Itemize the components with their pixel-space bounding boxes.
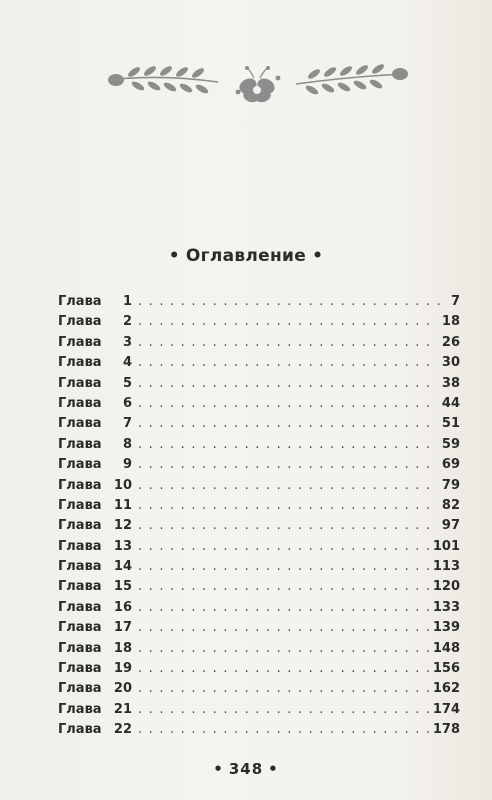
toc-entry-label: Глава xyxy=(58,314,102,330)
toc-entry xyxy=(58,620,460,640)
toc-entry-label: Глава xyxy=(58,294,102,309)
toc-entry xyxy=(58,335,460,355)
toc-dot-leader xyxy=(138,518,438,533)
toc-dot-leader xyxy=(138,335,438,350)
toc-entry-page: 44 xyxy=(441,395,460,411)
toc-entry-label: Глава xyxy=(58,661,102,677)
toc-entry-number: 18 xyxy=(113,640,132,656)
toc-dot-leader xyxy=(138,722,429,737)
toc-entry-number: 12 xyxy=(113,518,132,534)
toc-entry-label: Глава xyxy=(58,436,102,452)
heading-bullet-left: • xyxy=(168,246,180,266)
toc-entry-page: 7 xyxy=(450,294,460,309)
toc-entry-label: Глава xyxy=(58,355,102,371)
toc-entry-page: 26 xyxy=(441,334,460,350)
toc-dot-leader xyxy=(138,661,429,676)
toc-entry-label: Глава xyxy=(58,334,102,350)
toc-entry-number: 15 xyxy=(113,579,132,595)
toc-entry xyxy=(58,539,460,559)
page-number-bullet-right: • xyxy=(268,760,279,778)
toc-entry-page: 51 xyxy=(441,416,460,432)
toc-entry-number: 14 xyxy=(113,559,132,575)
toc-entry-number: 7 xyxy=(122,416,132,432)
toc-entry-label: Глава xyxy=(58,599,102,615)
toc-entry xyxy=(58,559,460,579)
toc-entry-number: 16 xyxy=(113,599,132,615)
heading-bullet-right: • xyxy=(312,246,324,266)
toc-dot-leader xyxy=(138,681,429,696)
toc-dot-leader xyxy=(138,620,429,635)
toc-entry-page: 162 xyxy=(432,681,460,697)
toc-entry xyxy=(58,457,460,477)
toc-dot-leader xyxy=(138,376,438,391)
toc-entry-number: 20 xyxy=(113,681,132,697)
toc-entry-number: 4 xyxy=(122,355,132,371)
toc-entry-label: Глава xyxy=(58,701,102,717)
toc-entry-page: 69 xyxy=(441,457,460,473)
toc-entry xyxy=(58,416,460,436)
toc-dot-leader xyxy=(138,355,438,370)
floral-ornament-icon xyxy=(100,60,415,108)
toc-entry-number: 17 xyxy=(113,620,132,636)
toc-entry-page: 133 xyxy=(432,599,460,615)
toc-heading xyxy=(0,246,492,266)
toc-entry-number: 10 xyxy=(113,477,132,493)
toc-dot-leader xyxy=(138,416,438,431)
toc-entry-label: Глава xyxy=(58,518,102,534)
toc-entry xyxy=(58,722,460,742)
toc-dot-leader xyxy=(138,702,429,717)
toc-entry-label: Глава xyxy=(58,538,102,554)
toc-entry-page: 101 xyxy=(432,538,460,554)
toc-entry xyxy=(58,518,460,538)
toc-entry xyxy=(58,681,460,701)
toc-entry xyxy=(58,437,460,457)
toc-dot-leader xyxy=(138,559,429,574)
toc-entry xyxy=(58,294,460,314)
page-number-bullet-left: • xyxy=(213,760,224,778)
toc-entry-label: Глава xyxy=(58,497,102,513)
toc-entry xyxy=(58,478,460,498)
toc-entry-number: 5 xyxy=(122,375,132,391)
toc-dot-leader xyxy=(138,641,429,656)
toc-entry xyxy=(58,376,460,396)
toc-entry-page: 97 xyxy=(441,518,460,534)
toc-entry-label: Глава xyxy=(58,681,102,697)
toc-entry-label: Глава xyxy=(58,559,102,575)
toc-entry-number: 19 xyxy=(113,661,132,677)
toc-entry xyxy=(58,702,460,722)
toc-entry xyxy=(58,579,460,599)
toc-dot-leader xyxy=(138,498,438,513)
toc-entry-label: Глава xyxy=(58,375,102,391)
toc-entry-label: Глава xyxy=(58,477,102,493)
toc-dot-leader xyxy=(138,314,438,329)
toc-entry-number: 21 xyxy=(113,701,132,717)
toc-entry-page: 82 xyxy=(441,497,460,513)
toc-entry-number: 8 xyxy=(122,436,132,452)
toc-entry-page: 148 xyxy=(432,640,460,656)
toc-entry-page: 113 xyxy=(432,559,460,575)
toc-entry-number: 3 xyxy=(122,334,132,350)
page-number xyxy=(0,760,492,778)
toc-entry-page: 79 xyxy=(441,477,460,493)
toc-entry-page: 139 xyxy=(432,620,460,636)
toc-entry-number: 13 xyxy=(113,538,132,554)
toc-entry-label: Глава xyxy=(58,640,102,656)
toc-dot-leader xyxy=(138,579,429,594)
toc-entry-label: Глава xyxy=(58,722,102,738)
toc-entry xyxy=(58,600,460,620)
toc-entry xyxy=(58,661,460,681)
toc-entry-page: 18 xyxy=(441,314,460,330)
toc-dot-leader xyxy=(138,294,447,309)
toc-entry-label: Глава xyxy=(58,416,102,432)
toc-dot-leader xyxy=(138,437,438,452)
toc-entry-page: 30 xyxy=(441,355,460,371)
toc-entry-number: 6 xyxy=(122,395,132,411)
toc-entry-page: 174 xyxy=(432,701,460,717)
toc-list xyxy=(58,294,460,743)
toc-entry-page: 156 xyxy=(432,661,460,677)
toc-entry-number: 2 xyxy=(122,314,132,330)
toc-entry-number: 9 xyxy=(122,457,132,473)
toc-entry xyxy=(58,355,460,375)
toc-entry xyxy=(58,498,460,518)
toc-entry-page: 120 xyxy=(432,579,460,595)
toc-entry-label: Глава xyxy=(58,620,102,636)
page-number-text: 348 xyxy=(228,760,264,778)
toc-entry xyxy=(58,314,460,334)
toc-entry-page: 178 xyxy=(432,722,460,738)
toc-entry-number: 11 xyxy=(113,497,132,513)
toc-dot-leader xyxy=(138,457,438,472)
toc-entry-page: 38 xyxy=(441,375,460,391)
toc-entry xyxy=(58,396,460,416)
toc-entry-number: 22 xyxy=(113,722,132,738)
toc-heading-text: Оглавление xyxy=(185,246,307,266)
toc-dot-leader xyxy=(138,478,438,493)
toc-dot-leader xyxy=(138,539,429,554)
toc-entry-number: 1 xyxy=(122,294,132,309)
toc-entry-label: Глава xyxy=(58,395,102,411)
toc-dot-leader xyxy=(138,396,438,411)
toc-entry-page: 59 xyxy=(441,436,460,452)
toc-entry xyxy=(58,641,460,661)
toc-dot-leader xyxy=(138,600,429,615)
toc-entry-label: Глава xyxy=(58,457,102,473)
toc-entry-label: Глава xyxy=(58,579,102,595)
